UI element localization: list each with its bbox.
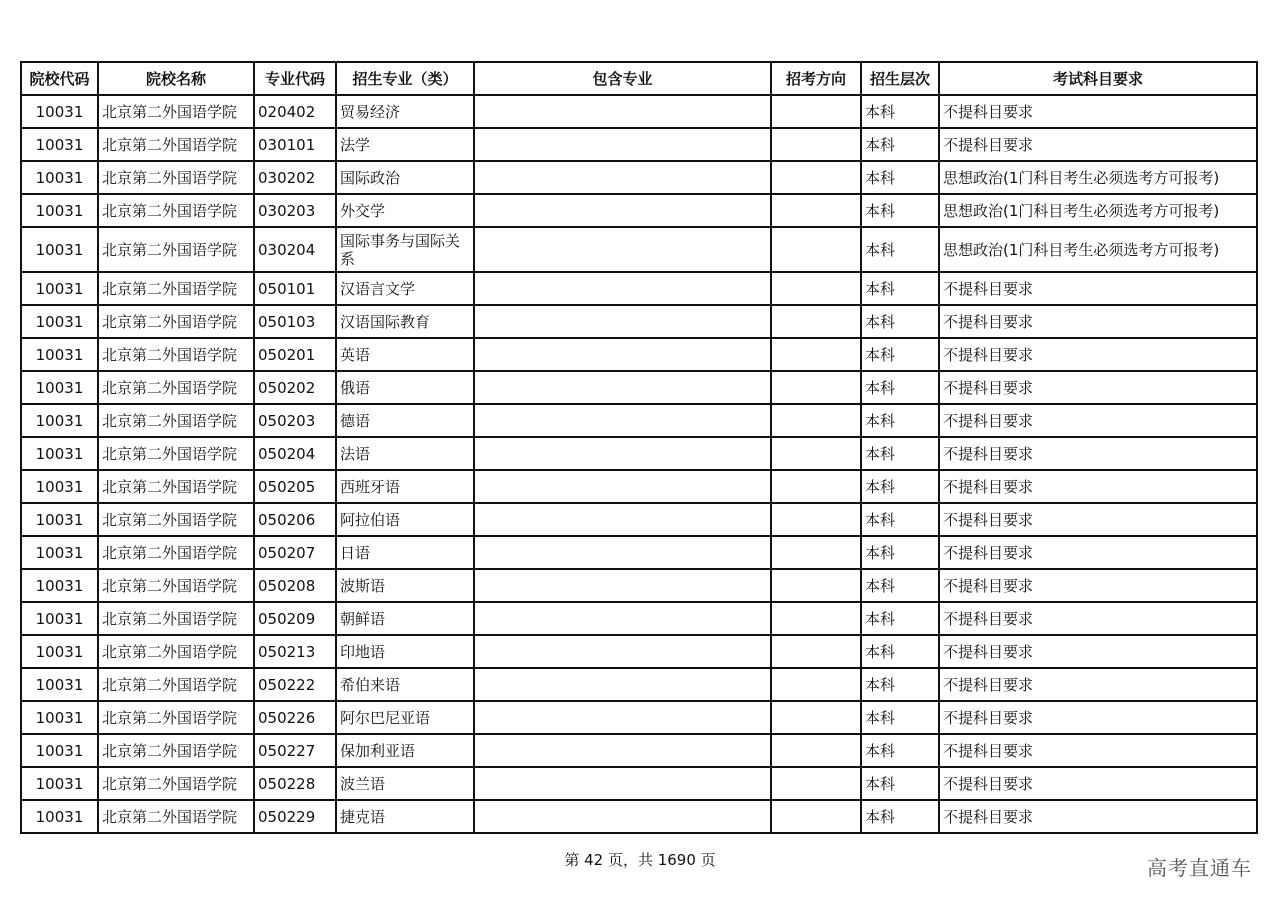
cell-major-code: 050222	[254, 668, 336, 701]
cell-included-majors	[474, 767, 771, 800]
cell-school-name: 北京第二外国语学院	[98, 161, 254, 194]
cell-major: 阿拉伯语	[336, 503, 474, 536]
cell-school-code: 10031	[21, 272, 98, 305]
cell-direction	[771, 701, 861, 734]
admissions-table	[20, 61, 1258, 834]
table-row	[21, 95, 1257, 128]
cell-school-code: 10031	[21, 371, 98, 404]
cell-subject-requirements: 不提科目要求	[939, 470, 1257, 503]
cell-major-code: 050228	[254, 767, 336, 800]
cell-subject-requirements: 不提科目要求	[939, 371, 1257, 404]
table-row	[21, 668, 1257, 701]
cell-school-code: 10031	[21, 767, 98, 800]
cell-included-majors	[474, 128, 771, 161]
table-row	[21, 635, 1257, 668]
header-direction: 招考方向	[771, 62, 861, 95]
cell-subject-requirements: 不提科目要求	[939, 767, 1257, 800]
cell-major: 印地语	[336, 635, 474, 668]
cell-school-code: 10031	[21, 128, 98, 161]
cell-level: 本科	[861, 194, 939, 227]
cell-level: 本科	[861, 371, 939, 404]
table-row	[21, 602, 1257, 635]
cell-included-majors	[474, 305, 771, 338]
cell-school-name: 北京第二外国语学院	[98, 194, 254, 227]
cell-major-code: 030204	[254, 227, 336, 272]
cell-school-code: 10031	[21, 95, 98, 128]
cell-school-name: 北京第二外国语学院	[98, 338, 254, 371]
cell-direction	[771, 338, 861, 371]
cell-direction	[771, 227, 861, 272]
cell-school-name: 北京第二外国语学院	[98, 404, 254, 437]
table-row	[21, 194, 1257, 227]
cell-direction	[771, 536, 861, 569]
cell-school-code: 10031	[21, 536, 98, 569]
page-number: 第 42 页，共 1690 页	[564, 851, 716, 869]
cell-level: 本科	[861, 701, 939, 734]
cell-included-majors	[474, 635, 771, 668]
cell-major-code: 050204	[254, 437, 336, 470]
cell-major-code: 050208	[254, 569, 336, 602]
header-included-majors: 包含专业	[474, 62, 771, 95]
table-row	[21, 338, 1257, 371]
cell-subject-requirements: 不提科目要求	[939, 437, 1257, 470]
cell-subject-requirements: 不提科目要求	[939, 272, 1257, 305]
table-row	[21, 503, 1257, 536]
cell-major-code: 050205	[254, 470, 336, 503]
table-body	[21, 95, 1257, 833]
cell-direction	[771, 272, 861, 305]
cell-direction	[771, 734, 861, 767]
cell-major-code: 050203	[254, 404, 336, 437]
cell-subject-requirements: 不提科目要求	[939, 701, 1257, 734]
table-row	[21, 470, 1257, 503]
cell-major: 英语	[336, 338, 474, 371]
cell-subject-requirements: 不提科目要求	[939, 635, 1257, 668]
cell-included-majors	[474, 338, 771, 371]
cell-direction	[771, 371, 861, 404]
cell-subject-requirements: 不提科目要求	[939, 338, 1257, 371]
cell-subject-requirements: 不提科目要求	[939, 128, 1257, 161]
cell-subject-requirements: 思想政治(1门科目考生必须选考方可报考)	[939, 227, 1257, 272]
cell-major: 汉语言文学	[336, 272, 474, 305]
table-row	[21, 800, 1257, 833]
cell-included-majors	[474, 503, 771, 536]
table-row	[21, 437, 1257, 470]
cell-school-name: 北京第二外国语学院	[98, 371, 254, 404]
cell-school-code: 10031	[21, 668, 98, 701]
cell-school-code: 10031	[21, 227, 98, 272]
cell-direction	[771, 470, 861, 503]
cell-school-code: 10031	[21, 161, 98, 194]
table-row	[21, 128, 1257, 161]
cell-subject-requirements: 不提科目要求	[939, 536, 1257, 569]
cell-level: 本科	[861, 503, 939, 536]
watermark: 高考直通车	[1147, 856, 1252, 880]
cell-school-code: 10031	[21, 338, 98, 371]
cell-school-code: 10031	[21, 701, 98, 734]
cell-major: 波兰语	[336, 767, 474, 800]
cell-subject-requirements: 不提科目要求	[939, 569, 1257, 602]
cell-subject-requirements: 不提科目要求	[939, 305, 1257, 338]
cell-included-majors	[474, 734, 771, 767]
cell-direction	[771, 128, 861, 161]
cell-major: 保加利亚语	[336, 734, 474, 767]
cell-school-name: 北京第二外国语学院	[98, 800, 254, 833]
header-major: 招生专业（类）	[336, 62, 474, 95]
cell-included-majors	[474, 569, 771, 602]
cell-direction	[771, 800, 861, 833]
cell-level: 本科	[861, 128, 939, 161]
cell-major: 国际政治	[336, 161, 474, 194]
cell-included-majors	[474, 470, 771, 503]
cell-subject-requirements: 不提科目要求	[939, 95, 1257, 128]
cell-major-code: 030203	[254, 194, 336, 227]
cell-major-code: 050226	[254, 701, 336, 734]
cell-included-majors	[474, 227, 771, 272]
cell-school-code: 10031	[21, 734, 98, 767]
cell-direction	[771, 635, 861, 668]
cell-included-majors	[474, 437, 771, 470]
cell-major: 德语	[336, 404, 474, 437]
cell-school-name: 北京第二外国语学院	[98, 635, 254, 668]
cell-major-code: 050207	[254, 536, 336, 569]
cell-school-name: 北京第二外国语学院	[98, 272, 254, 305]
cell-school-name: 北京第二外国语学院	[98, 536, 254, 569]
cell-level: 本科	[861, 272, 939, 305]
cell-included-majors	[474, 194, 771, 227]
cell-major: 阿尔巴尼亚语	[336, 701, 474, 734]
cell-school-code: 10031	[21, 404, 98, 437]
cell-major-code: 030101	[254, 128, 336, 161]
cell-major: 俄语	[336, 371, 474, 404]
cell-subject-requirements: 不提科目要求	[939, 602, 1257, 635]
header-subject-requirements: 考试科目要求	[939, 62, 1257, 95]
cell-school-code: 10031	[21, 602, 98, 635]
cell-subject-requirements: 思想政治(1门科目考生必须选考方可报考)	[939, 161, 1257, 194]
cell-school-code: 10031	[21, 470, 98, 503]
cell-subject-requirements: 不提科目要求	[939, 800, 1257, 833]
header-level: 招生层次	[861, 62, 939, 95]
cell-major: 国际事务与国际关系	[336, 227, 474, 272]
cell-included-majors	[474, 701, 771, 734]
cell-level: 本科	[861, 635, 939, 668]
cell-included-majors	[474, 602, 771, 635]
table-row	[21, 161, 1257, 194]
table-row	[21, 272, 1257, 305]
cell-major: 西班牙语	[336, 470, 474, 503]
cell-level: 本科	[861, 602, 939, 635]
table-row	[21, 569, 1257, 602]
cell-level: 本科	[861, 734, 939, 767]
cell-direction	[771, 437, 861, 470]
cell-included-majors	[474, 161, 771, 194]
cell-level: 本科	[861, 800, 939, 833]
cell-included-majors	[474, 95, 771, 128]
cell-school-name: 北京第二外国语学院	[98, 503, 254, 536]
cell-school-name: 北京第二外国语学院	[98, 95, 254, 128]
cell-school-name: 北京第二外国语学院	[98, 305, 254, 338]
cell-direction	[771, 767, 861, 800]
cell-major: 日语	[336, 536, 474, 569]
cell-included-majors	[474, 800, 771, 833]
cell-subject-requirements: 不提科目要求	[939, 503, 1257, 536]
cell-direction	[771, 668, 861, 701]
cell-level: 本科	[861, 668, 939, 701]
cell-major: 捷克语	[336, 800, 474, 833]
cell-level: 本科	[861, 767, 939, 800]
header-school-code: 院校代码	[21, 62, 98, 95]
cell-level: 本科	[861, 95, 939, 128]
cell-level: 本科	[861, 536, 939, 569]
cell-direction	[771, 194, 861, 227]
cell-major-code: 050213	[254, 635, 336, 668]
table-row	[21, 371, 1257, 404]
cell-subject-requirements: 不提科目要求	[939, 734, 1257, 767]
cell-direction	[771, 503, 861, 536]
cell-school-name: 北京第二外国语学院	[98, 602, 254, 635]
cell-included-majors	[474, 404, 771, 437]
cell-included-majors	[474, 668, 771, 701]
cell-level: 本科	[861, 161, 939, 194]
cell-major: 外交学	[336, 194, 474, 227]
cell-major-code: 050227	[254, 734, 336, 767]
cell-level: 本科	[861, 404, 939, 437]
cell-major-code: 030202	[254, 161, 336, 194]
table-row	[21, 767, 1257, 800]
cell-major: 波斯语	[336, 569, 474, 602]
cell-major-code: 050209	[254, 602, 336, 635]
cell-major: 法学	[336, 128, 474, 161]
cell-level: 本科	[861, 227, 939, 272]
cell-school-name: 北京第二外国语学院	[98, 767, 254, 800]
cell-school-name: 北京第二外国语学院	[98, 668, 254, 701]
table-row	[21, 227, 1257, 272]
table-row	[21, 734, 1257, 767]
cell-major-code: 050101	[254, 272, 336, 305]
cell-major-code: 050229	[254, 800, 336, 833]
cell-level: 本科	[861, 437, 939, 470]
cell-major-code: 050201	[254, 338, 336, 371]
table-row	[21, 404, 1257, 437]
cell-school-name: 北京第二外国语学院	[98, 227, 254, 272]
cell-direction	[771, 404, 861, 437]
cell-level: 本科	[861, 470, 939, 503]
table-header-row	[21, 62, 1257, 95]
table-row	[21, 305, 1257, 338]
cell-major: 贸易经济	[336, 95, 474, 128]
cell-school-code: 10031	[21, 305, 98, 338]
cell-subject-requirements: 思想政治(1门科目考生必须选考方可报考)	[939, 194, 1257, 227]
cell-direction	[771, 569, 861, 602]
cell-subject-requirements: 不提科目要求	[939, 668, 1257, 701]
cell-school-name: 北京第二外国语学院	[98, 437, 254, 470]
cell-level: 本科	[861, 338, 939, 371]
cell-included-majors	[474, 536, 771, 569]
cell-subject-requirements: 不提科目要求	[939, 404, 1257, 437]
cell-major: 希伯来语	[336, 668, 474, 701]
cell-school-code: 10031	[21, 635, 98, 668]
cell-level: 本科	[861, 305, 939, 338]
cell-major: 朝鲜语	[336, 602, 474, 635]
cell-major: 法语	[336, 437, 474, 470]
cell-school-name: 北京第二外国语学院	[98, 734, 254, 767]
cell-direction	[771, 95, 861, 128]
cell-school-code: 10031	[21, 503, 98, 536]
cell-major: 汉语国际教育	[336, 305, 474, 338]
table-row	[21, 536, 1257, 569]
cell-school-name: 北京第二外国语学院	[98, 701, 254, 734]
cell-included-majors	[474, 371, 771, 404]
cell-major-code: 050202	[254, 371, 336, 404]
cell-school-code: 10031	[21, 569, 98, 602]
header-major-code: 专业代码	[254, 62, 336, 95]
cell-school-name: 北京第二外国语学院	[98, 470, 254, 503]
cell-level: 本科	[861, 569, 939, 602]
cell-major-code: 050206	[254, 503, 336, 536]
header-school-name: 院校名称	[98, 62, 254, 95]
cell-school-code: 10031	[21, 437, 98, 470]
cell-school-name: 北京第二外国语学院	[98, 128, 254, 161]
cell-major-code: 020402	[254, 95, 336, 128]
cell-included-majors	[474, 272, 771, 305]
cell-school-name: 北京第二外国语学院	[98, 569, 254, 602]
cell-major-code: 050103	[254, 305, 336, 338]
cell-direction	[771, 305, 861, 338]
cell-direction	[771, 602, 861, 635]
table-row	[21, 701, 1257, 734]
cell-direction	[771, 161, 861, 194]
cell-school-code: 10031	[21, 194, 98, 227]
cell-school-code: 10031	[21, 800, 98, 833]
